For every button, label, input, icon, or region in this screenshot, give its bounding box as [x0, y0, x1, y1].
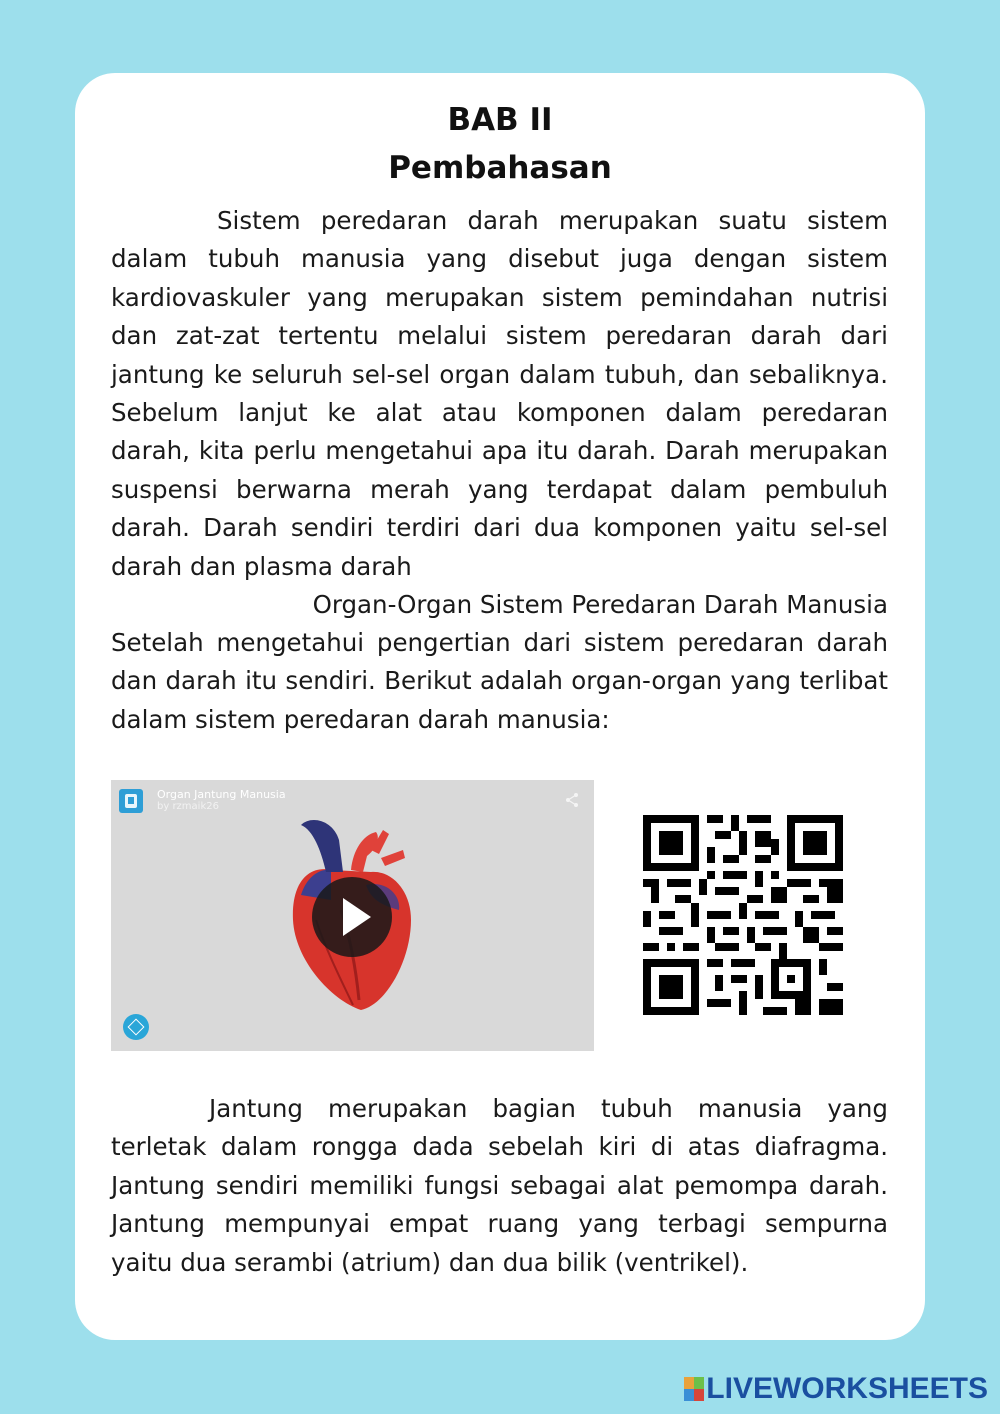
- heart-paragraph: Jantung merupakan bagian tubuh manusia yang terletak dalam rongga dada sebelah kiri di atas diafragma. Jantung sendiri memiliki fungsi sebagai alat pemompa darah. Jantung mempunyai empat ruang yang terbagi sempurna yaitu dua serambi (atrium) dan dua bilik (ventrikel).: [111, 1094, 888, 1277]
- section-title: Pembahasan: [388, 150, 612, 186]
- chapter-heading: BAB II: [447, 102, 553, 138]
- organs-paragraph: Setelah mengetahui pengertian dari sistem peredaran darah dan darah itu sendiri. Berikut adalah organ-organ yang terlibat dalam sistem peredaran darah manusia:: [111, 628, 888, 734]
- organs-subheading: Organ-Organ Sistem Peredaran Darah Manusia: [312, 590, 888, 619]
- qr-code: [643, 815, 843, 1015]
- video-title[interactable]: Organ Jantung Manusia: [157, 788, 286, 801]
- play-button[interactable]: [312, 877, 392, 957]
- sketchfab-logo-icon: [123, 1014, 149, 1040]
- share-icon[interactable]: [564, 792, 580, 808]
- sketchfab-user-icon: [119, 789, 143, 813]
- video-author[interactable]: by rzmaik26: [157, 801, 219, 812]
- intro-paragraph: Sistem peredaran darah merupakan suatu sistem dalam tubuh manusia yang disebut juga dengan sistem kardiovaskuler yang merupakan sistem pemindahan nutrisi dan zat-zat tertentu melalui sistem peredaran darah dari jantung ke seluruh sel-sel organ dalam tubuh, dan sebaliknya. Sebelum lanjut ke alat atau komponen dalam peredaran darah, kita perlu mengetahui apa itu darah. Darah merupakan suspensi berwarna merah yang terdapat dalam pembuluh darah. Darah sendiri terdiri dari dua komponen yaitu sel-sel darah dan plasma darah: [111, 206, 888, 581]
- liveworksheets-brand[interactable]: [684, 1372, 988, 1406]
- heart-3d-video-embed[interactable]: [111, 780, 594, 1051]
- brand-name: LIVEWORKSHEETS: [706, 1372, 988, 1405]
- liveworksheets-logo-icon: [684, 1377, 704, 1401]
